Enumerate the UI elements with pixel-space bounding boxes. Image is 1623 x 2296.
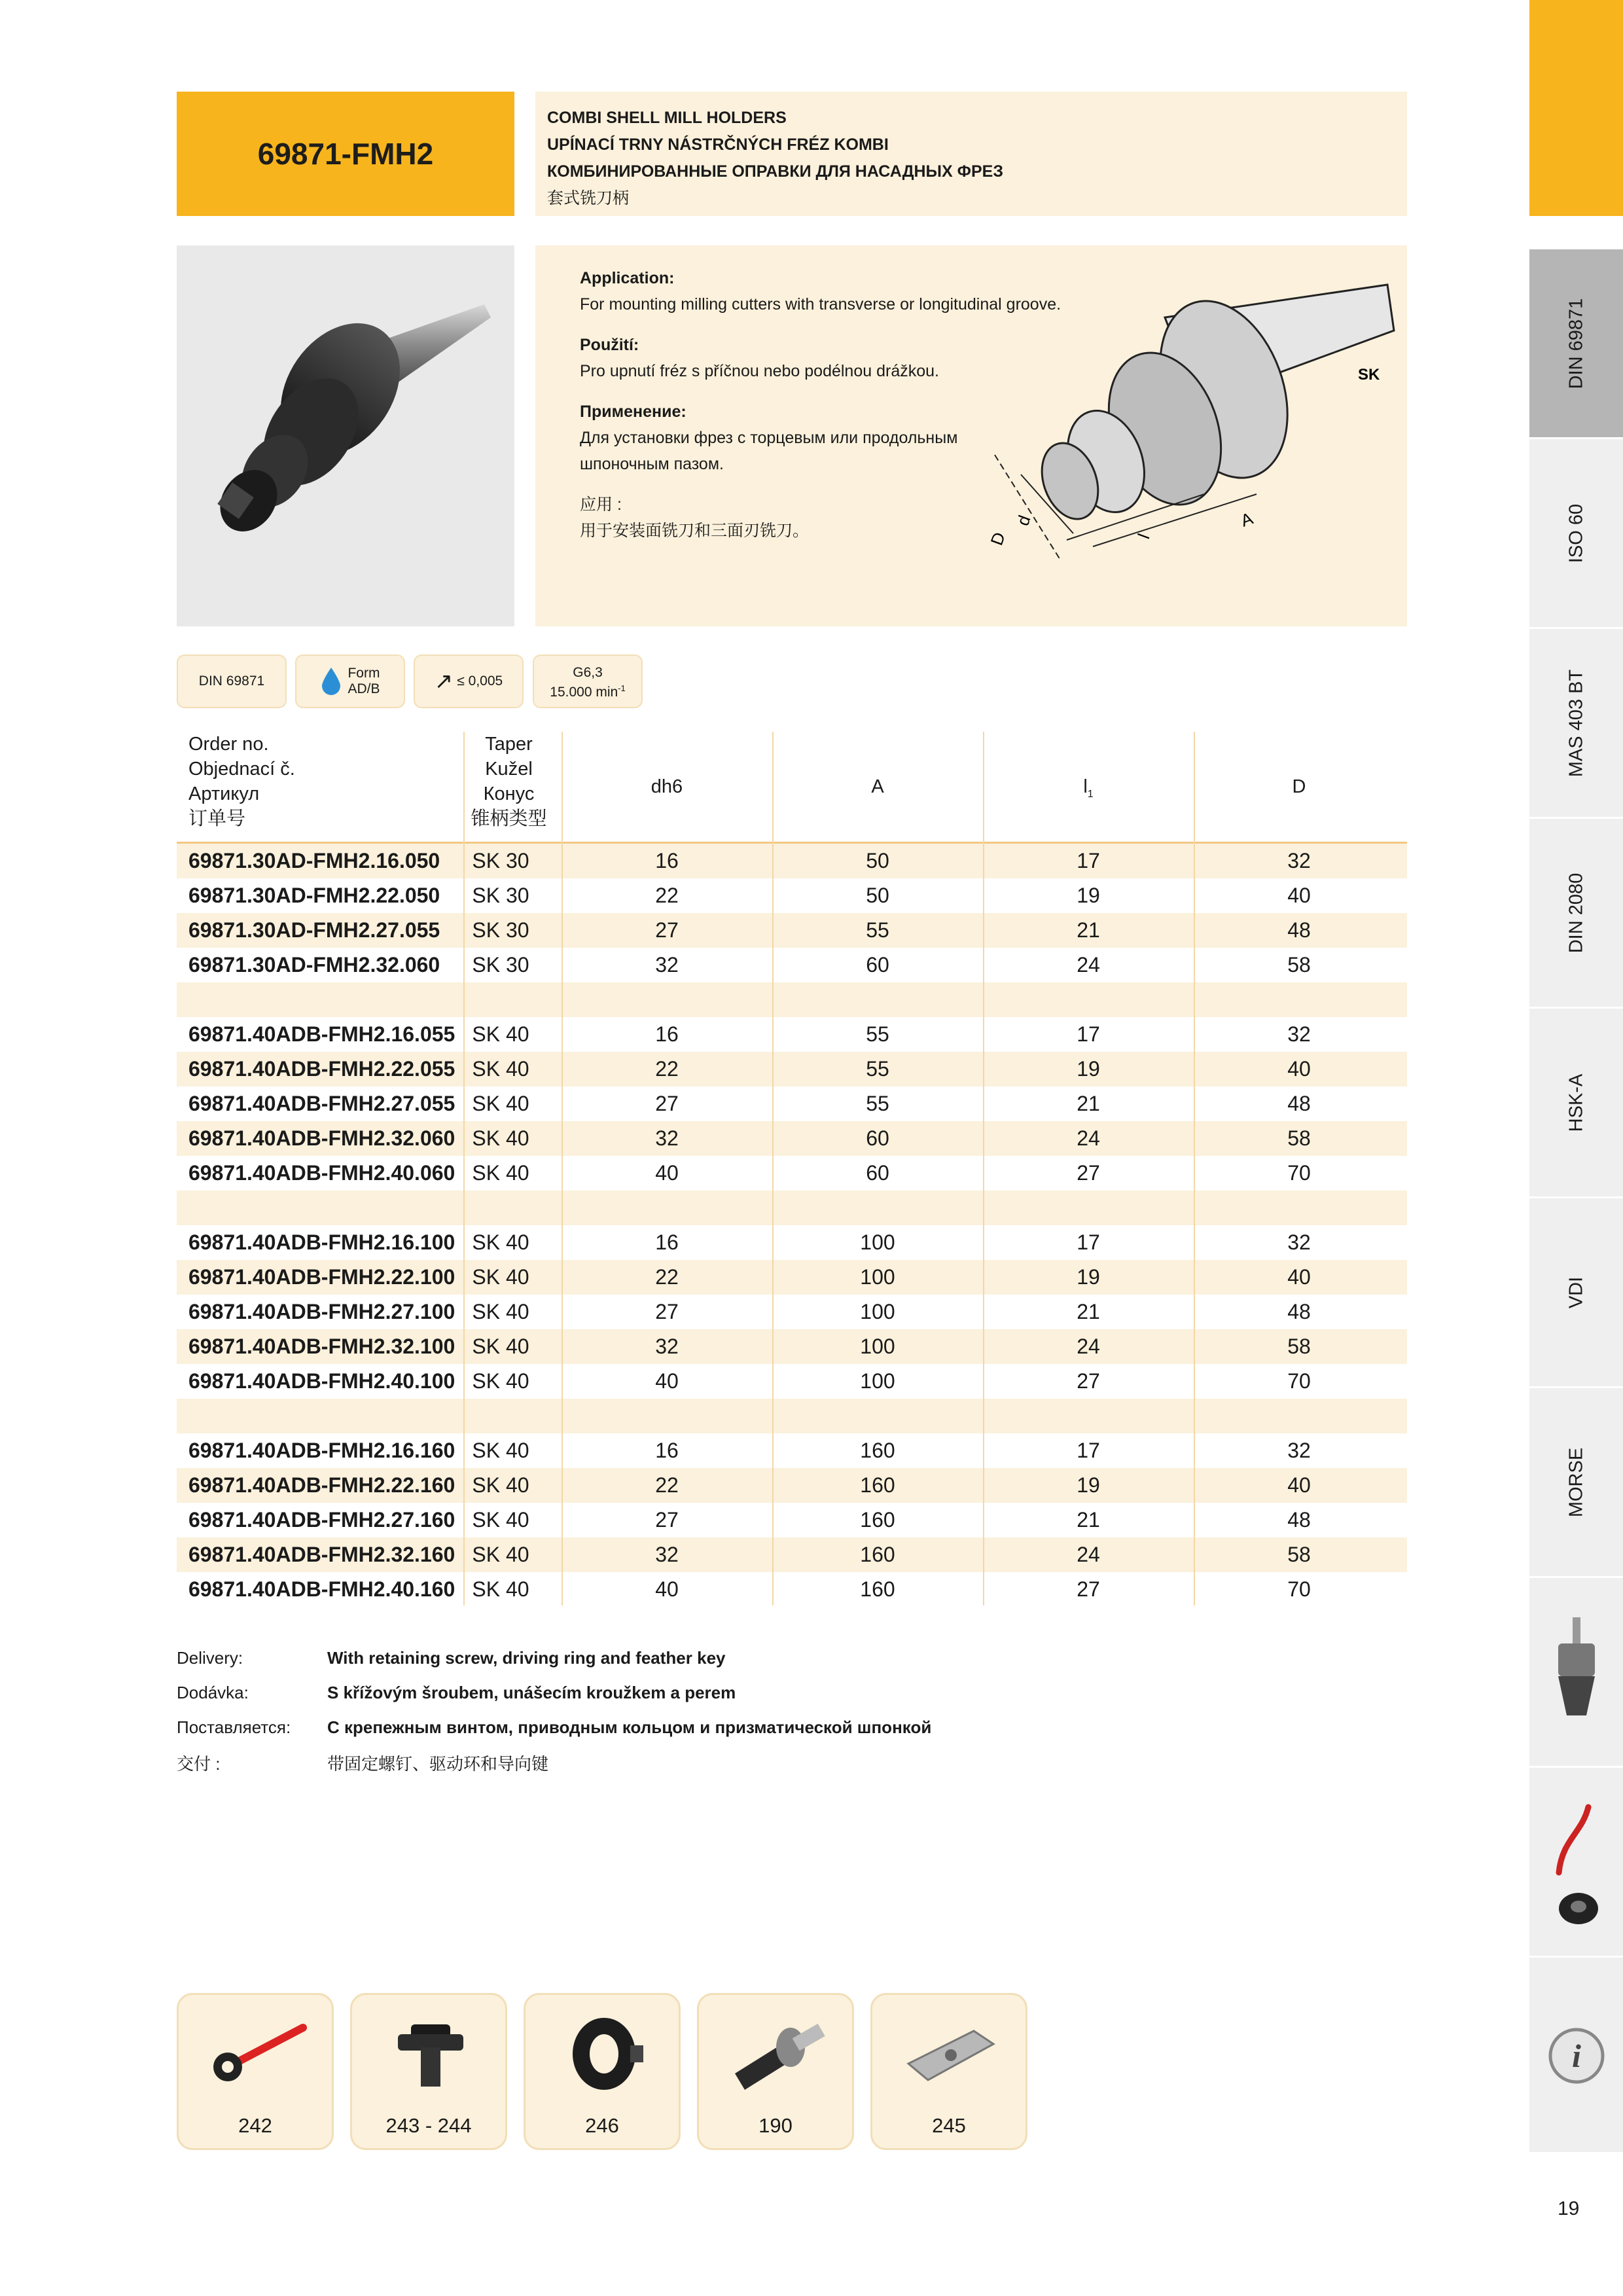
table-row [177,1433,1407,1468]
cell-l1: 19 [1077,884,1100,907]
table-row [177,1364,1407,1399]
cell-a: 55 [866,1022,889,1046]
cell-dh6: 32 [655,953,679,977]
hook-wrench-icon [1543,1801,1608,1931]
delivery-value-en: With retaining screw, driving ring and feather key [327,1648,726,1668]
cell-order-no: 69871.40ADB-FMH2.27.100 [188,1300,455,1323]
cell-dh6: 40 [655,1369,679,1393]
cell-a: 100 [860,1369,895,1393]
cell-d: 32 [1287,849,1311,872]
cell-l1: 17 [1077,1022,1100,1046]
table-spacer-row [177,1191,1407,1225]
side-accent-bar [1529,0,1623,216]
cell-d: 70 [1287,1161,1311,1185]
runout-arrow-icon: ↗ [434,669,454,694]
accessory-page-246: 246 [585,2114,619,2137]
cell-l1: 27 [1077,1161,1100,1185]
badge-form-line1: Form [348,666,380,681]
drawing-label-A: A [1238,508,1256,531]
cell-a: 160 [860,1508,895,1532]
table-row [177,1295,1407,1329]
cell-taper: SK 40 [472,1543,529,1566]
cell-taper: SK 40 [472,1369,529,1393]
cell-dh6: 32 [655,1335,679,1358]
cell-a: 50 [866,849,889,872]
header-d: D [1292,776,1306,797]
product-photo [177,245,514,626]
badge-balance-sup: -1 [618,683,626,693]
header-dh6: dh6 [651,776,683,797]
accessory-feather-key[interactable] [870,1993,1027,2150]
cell-taper: SK 40 [472,1092,529,1115]
cell-dh6: 22 [655,1265,679,1289]
cell-order-no: 69871.30AD-FMH2.16.050 [188,849,440,872]
table-row [177,1052,1407,1086]
cell-taper: SK 40 [472,1577,529,1601]
cell-a: 100 [860,1300,895,1323]
table-row [177,1329,1407,1364]
cell-taper: SK 40 [472,1022,529,1046]
table-row [177,948,1407,982]
table-row [177,1572,1407,1607]
cell-d: 32 [1287,1230,1311,1254]
cell-taper: SK 40 [472,1508,529,1532]
order-table [177,732,1407,1607]
cell-d: 40 [1287,884,1311,907]
table-row [177,1086,1407,1121]
application-text-cn: 用于安装面铣刀和三面刃铣刀。 [580,522,810,540]
tab-accessories[interactable] [1529,1766,1623,1956]
cell-a: 160 [860,1577,895,1601]
cell-a: 55 [866,918,889,942]
cell-d: 32 [1287,1022,1311,1046]
cell-dh6: 22 [655,1057,679,1081]
cell-a: 160 [860,1473,895,1497]
cell-taper: SK 40 [472,1126,529,1150]
cell-order-no: 69871.40ADB-FMH2.22.160 [188,1473,455,1497]
application-text-en: For mounting milling cutters with transverse or longitudinal groove. [580,295,1061,314]
cell-dh6: 16 [655,1439,679,1462]
cell-d: 32 [1287,1439,1311,1462]
cell-taper: SK 40 [472,1439,529,1462]
cell-l1: 21 [1077,1092,1100,1115]
application-heading-cz: Použití: [580,336,639,354]
cell-dh6: 16 [655,849,679,872]
accessory-pull-stud[interactable] [697,1993,854,2150]
svg-text:i: i [1572,2037,1581,2074]
cell-d: 40 [1287,1473,1311,1497]
title-cn: 套式铣刀柄 [547,189,630,207]
cell-a: 160 [860,1439,895,1462]
badge-form-line2: AD/B [348,681,380,696]
table-row [177,913,1407,948]
cell-d: 70 [1287,1577,1311,1601]
cell-a: 55 [866,1092,889,1115]
page-number: 19 [1558,2198,1580,2219]
info-icon [1547,2026,1606,2085]
delivery-value-cz: S křížovým šroubem, unášecím kroužkem a perem [327,1683,736,1702]
cell-d: 48 [1287,1092,1311,1115]
tab-morse[interactable]: MORSE [1529,1386,1623,1576]
header-l1: $l_1$ [1083,776,1094,800]
cell-l1: 19 [1077,1473,1100,1497]
drop-icon [320,666,342,696]
table-body [177,844,1407,1607]
delivery-value-cn: 带固定螺钉、驱动环和导向键 [327,1754,549,1774]
cell-order-no: 69871.40ADB-FMH2.16.160 [188,1439,455,1462]
application-heading-en: Application: [580,269,675,287]
cell-l1: 21 [1077,1508,1100,1532]
application-text-ru: Для установки фрез с торцевым или продольным шпоночным пазом. [580,429,958,473]
cell-order-no: 69871.40ADB-FMH2.22.055 [188,1057,455,1081]
driving-ring-icon [558,2011,650,2096]
cell-dh6: 27 [655,1508,679,1532]
cell-taper: SK 40 [472,1335,529,1358]
cell-taper: SK 40 [472,1300,529,1323]
accessory-driving-ring[interactable] [524,1993,681,2150]
accessory-page-242: 242 [238,2114,272,2137]
cell-l1: 24 [1077,1335,1100,1358]
application-heading-ru: Применение: [580,403,687,421]
cell-dh6: 40 [655,1161,679,1185]
cell-order-no: 69871.40ADB-FMH2.40.100 [188,1369,455,1393]
cell-d: 40 [1287,1265,1311,1289]
cell-l1: 27 [1077,1577,1100,1601]
cell-order-no: 69871.40ADB-FMH2.40.160 [188,1577,455,1601]
cell-d: 58 [1287,1126,1311,1150]
accessory-page-245: 245 [932,2114,966,2137]
cell-a: 60 [866,1161,889,1185]
cell-order-no: 69871.40ADB-FMH2.32.160 [188,1543,455,1566]
cell-a: 50 [866,884,889,907]
delivery-label-cz: Dodávka: [177,1683,249,1702]
table-row [177,1225,1407,1260]
header-a: A [871,776,884,797]
cell-l1: 27 [1077,1369,1100,1393]
cell-order-no: 69871.30AD-FMH2.22.050 [188,884,440,907]
badge-din: DIN 69871 [177,655,287,708]
cell-order-no: 69871.30AD-FMH2.32.060 [188,953,440,977]
product-title-block [535,92,1407,216]
table-row [177,878,1407,913]
cell-taper: SK 30 [472,918,529,942]
accessory-page-243-244: 243 - 244 [385,2114,472,2137]
tab-hsk-a[interactable]: HSK-A [1529,1007,1623,1196]
cell-dh6: 22 [655,1473,679,1497]
drawing-label-l: l [1133,531,1154,542]
application-heading-cn: 应用 : [580,495,622,514]
cell-dh6: 16 [655,1022,679,1046]
badge-runout [414,655,524,708]
tab-iso-60[interactable]: ISO 60 [1529,437,1623,627]
cell-l1: 24 [1077,1543,1100,1566]
cell-order-no: 69871.40ADB-FMH2.27.160 [188,1508,455,1532]
cell-l1: 21 [1077,1300,1100,1323]
cell-a: 100 [860,1265,895,1289]
cell-d: 70 [1287,1369,1311,1393]
title-en: COMBI SHELL MILL HOLDERS [547,109,787,127]
cell-l1: 17 [1077,1230,1100,1254]
cell-order-no: 69871.40ADB-FMH2.32.060 [188,1126,455,1150]
badge-form [295,655,405,708]
cell-taper: SK 40 [472,1057,529,1081]
cell-dh6: 27 [655,918,679,942]
tab-din-2080[interactable]: DIN 2080 [1529,817,1623,1007]
drawing-label-D: D [986,529,1010,548]
cell-l1: 21 [1077,918,1100,942]
cell-a: 55 [866,1057,889,1081]
cell-a: 160 [860,1543,895,1566]
delivery-value-ru: С крепежным винтом, приводным кольцом и призматической шпонкой [327,1717,932,1737]
table-spacer-row [177,1399,1407,1433]
accessory-cross-screw[interactable] [350,1993,507,2150]
delivery-label-ru: Поставляется: [177,1717,291,1737]
tab-mas-403-bt[interactable]: MAS 403 BT [1529,627,1623,817]
title-cz: UPÍNACÍ TRNY NÁSTRČNÝCH FRÉZ KOMBI [547,135,889,154]
cell-taper: SK 30 [472,953,529,977]
cell-l1: 19 [1077,1057,1100,1081]
cell-taper: SK 40 [472,1265,529,1289]
cell-taper: SK 40 [472,1161,529,1185]
cell-a: 60 [866,953,889,977]
badge-balance-line1: G6,3 [573,665,603,680]
cell-dh6: 32 [655,1543,679,1566]
cell-dh6: 22 [655,884,679,907]
cell-a: 100 [860,1230,895,1254]
cell-l1: 24 [1077,1126,1100,1150]
cell-d: 48 [1287,918,1311,942]
application-text-cz: Pro upnutí fréz s příčnou nebo podélnou drážkou. [580,362,939,380]
cell-l1: 17 [1077,1439,1100,1462]
cell-order-no: 69871.30AD-FMH2.27.055 [188,918,440,942]
table-row [177,1156,1407,1191]
cell-d: 58 [1287,1543,1311,1566]
tab-vdi[interactable]: VDI [1529,1196,1623,1386]
cell-d: 58 [1287,1335,1311,1358]
cell-a: 60 [866,1126,889,1150]
cell-order-no: 69871.40ADB-FMH2.16.055 [188,1022,455,1046]
cell-dh6: 27 [655,1300,679,1323]
table-header [177,732,1407,844]
table-row [177,1121,1407,1156]
accessory-page-190: 190 [758,2114,793,2137]
feather-key-icon [895,2018,1007,2090]
cell-taper: SK 40 [472,1230,529,1254]
tab-drill-chuck[interactable] [1529,1576,1623,1766]
badge-balance-line2: 15.000 min [550,685,618,700]
cell-d: 48 [1287,1300,1311,1323]
cell-l1: 19 [1077,1265,1100,1289]
cell-order-no: 69871.40ADB-FMH2.22.100 [188,1265,455,1289]
cell-taper: SK 40 [472,1473,529,1497]
cell-d: 48 [1287,1508,1311,1532]
drawing-label-d: d [1012,512,1035,529]
cell-dh6: 40 [655,1577,679,1601]
badge-balance [533,655,643,708]
table-row [177,1260,1407,1295]
tab-din-69871[interactable]: DIN 69871 [1529,247,1623,437]
accessory-wrench[interactable] [177,1993,334,2150]
cell-dh6: 32 [655,1126,679,1150]
pull-stud-icon [722,2011,833,2096]
cell-taper: SK 30 [472,884,529,907]
shell-mill-holder-photo-icon [177,245,514,626]
cell-order-no: 69871.40ADB-FMH2.40.060 [188,1161,455,1185]
table-row [177,1017,1407,1052]
cell-order-no: 69871.40ADB-FMH2.16.100 [188,1230,455,1254]
technical-drawing [982,259,1400,612]
wrench-icon [205,2015,310,2093]
cell-order-no: 69871.40ADB-FMH2.32.100 [188,1335,455,1358]
header-order: Order no. Objednací č. Артикул 订单号 [188,734,295,829]
cell-l1: 17 [1077,849,1100,872]
cell-taper: SK 30 [472,849,529,872]
product-code: 69871-FMH2 [177,92,514,216]
delivery-label-cn: 交付 : [177,1754,221,1774]
table-row [177,844,1407,878]
cell-a: 100 [860,1335,895,1358]
title-ru: КОМБИНИРОВАННЫЕ ОПРАВКИ ДЛЯ НАСАДНЫХ ФРЕЗ [547,162,1003,181]
cell-l1: 24 [1077,953,1100,977]
tab-info[interactable] [1529,1956,1623,2152]
cross-screw-icon [385,2011,476,2096]
cell-dh6: 16 [655,1230,679,1254]
badge-runout-value: ≤ 0,005 [457,673,503,689]
drill-chuck-icon [1550,1617,1603,1729]
table-row [177,1537,1407,1572]
table-row [177,1468,1407,1503]
cell-d: 58 [1287,953,1311,977]
table-spacer-row [177,982,1407,1017]
drawing-label-sk: SK [1358,366,1380,384]
header-taper: Taper Kužel Конус 锥柄类型 [471,734,547,829]
delivery-label-en: Delivery: [177,1648,243,1668]
cell-order-no: 69871.40ADB-FMH2.27.055 [188,1092,455,1115]
cell-dh6: 27 [655,1092,679,1115]
cell-d: 40 [1287,1057,1311,1081]
table-row [177,1503,1407,1537]
